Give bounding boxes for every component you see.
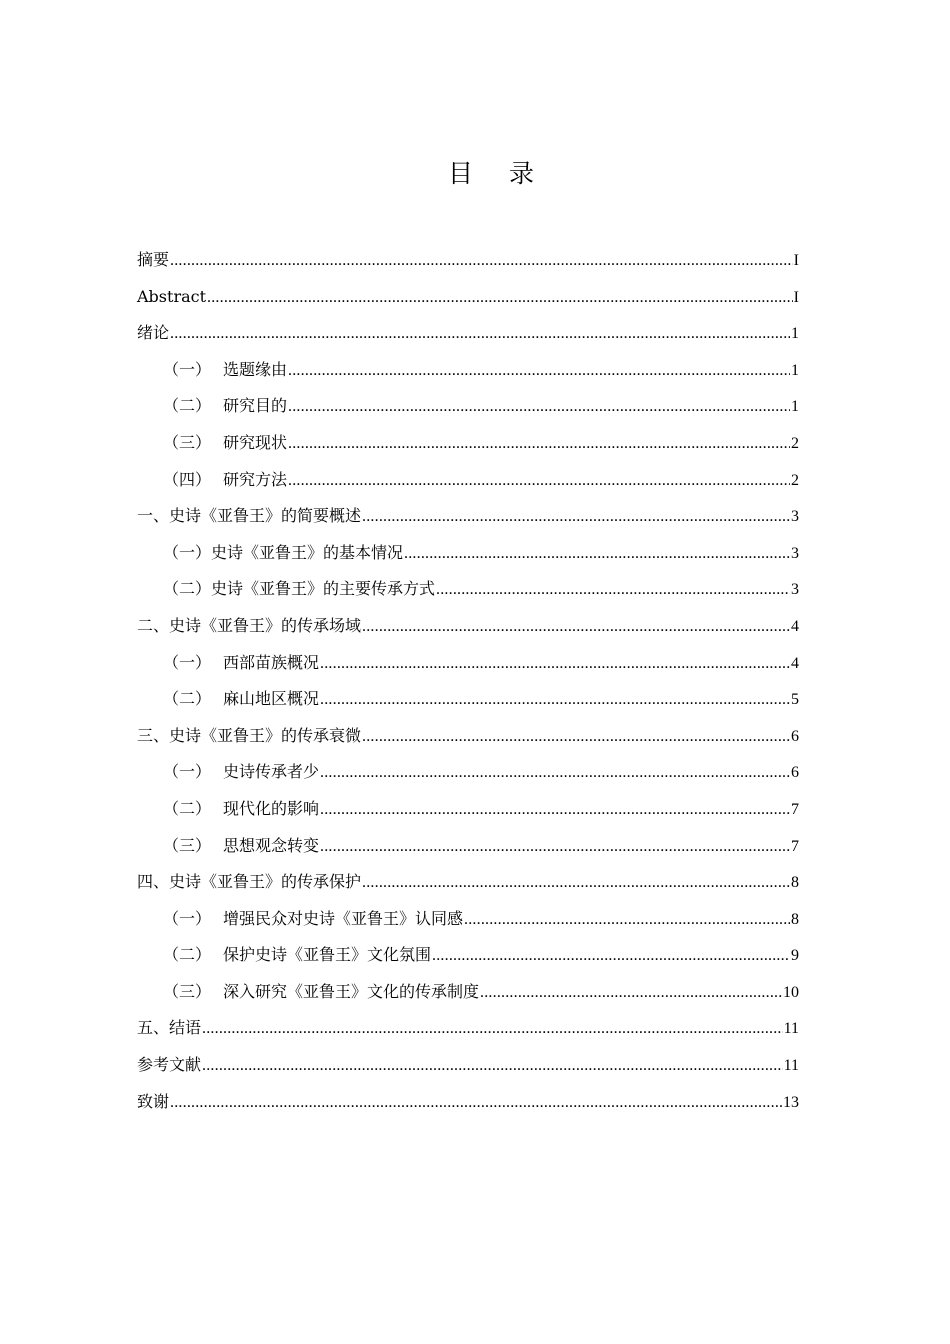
toc-entry-subsection[interactable]	[137, 791, 799, 828]
dot-leader	[170, 243, 793, 280]
toc-entry-subsection[interactable]	[137, 571, 799, 608]
toc-entry-subsection[interactable]	[137, 754, 799, 791]
toc-entry-title: 研究方法	[223, 469, 288, 489]
toc-entry-conclusion[interactable]	[137, 1010, 799, 1047]
toc-entry-subsection[interactable]	[137, 425, 799, 462]
dot-leader	[320, 646, 790, 683]
toc-entry-title: 增强民众对史诗《亚鲁王》认同感	[223, 908, 464, 928]
toc-entry-subsection[interactable]	[137, 352, 799, 389]
toc-entry-marker: （二）	[163, 798, 212, 818]
toc-entry-page: 3	[791, 508, 799, 526]
toc-entry-title: 史诗《亚鲁王》的主要传承方式	[211, 579, 436, 599]
toc-entry-page: 1	[791, 361, 799, 379]
toc-entry-subsection[interactable]	[137, 535, 799, 572]
dot-leader	[170, 316, 790, 353]
toc-entry-marker: （二）	[163, 579, 212, 599]
toc-entry-page: 9	[791, 947, 799, 965]
dot-leader	[202, 1011, 783, 1048]
toc-entry-title: 摘要	[137, 250, 170, 269]
toc-entry-title: Abstract	[137, 286, 207, 306]
toc-entry-page: 6	[791, 764, 799, 782]
dot-leader	[170, 1085, 782, 1122]
toc-entry-title: 四、史诗《亚鲁王》的传承保护	[137, 872, 362, 892]
toc-entry-page: 6	[791, 727, 799, 745]
toc-entry-chapter[interactable]	[137, 718, 799, 755]
toc-entry-marker: （一）	[163, 908, 212, 928]
dot-leader	[320, 682, 790, 719]
toc-entry-page: 3	[791, 581, 799, 599]
toc-entry-introduction[interactable]	[137, 315, 799, 352]
toc-entry-chapter[interactable]	[137, 864, 799, 901]
toc-entry-chapter[interactable]	[137, 608, 799, 645]
dot-leader	[362, 865, 790, 902]
toc-entry-title: 保护史诗《亚鲁王》文化氛围	[223, 945, 432, 965]
toc-entry-marker: （三）	[163, 981, 212, 1001]
dot-leader	[362, 609, 790, 646]
toc-entry-page: 2	[791, 471, 799, 489]
dot-leader	[288, 426, 790, 463]
toc-entry-subsection[interactable]	[137, 901, 799, 938]
toc-list	[137, 242, 799, 1120]
toc-entry-subsection[interactable]	[137, 388, 799, 425]
dot-leader	[436, 572, 790, 609]
dot-leader	[320, 755, 790, 792]
toc-entry-page: 8	[791, 874, 799, 892]
dot-leader	[320, 792, 790, 829]
toc-entry-marker: （二）	[163, 396, 212, 416]
toc-entry-page: 1	[791, 398, 799, 416]
dot-leader	[404, 536, 790, 573]
toc-entry-title: 史诗传承者少	[223, 762, 320, 782]
toc-entry-title: 致谢	[137, 1091, 170, 1111]
toc-entry-marker: （一）	[163, 652, 212, 672]
dot-leader	[202, 1048, 783, 1085]
toc-entry-page: 1	[791, 325, 799, 343]
toc-entry-references[interactable]	[137, 1047, 799, 1084]
toc-entry-page: I	[793, 252, 799, 269]
toc-entry-title: 现代化的影响	[223, 798, 320, 818]
toc-entry-title: 选题缘由	[223, 359, 288, 379]
dot-leader	[362, 499, 790, 536]
toc-entry-page: 2	[791, 434, 799, 452]
toc-title: 目 录	[448, 159, 548, 188]
dot-leader	[288, 463, 790, 500]
toc-entry-page: 10	[783, 983, 799, 1001]
toc-entry-subsection[interactable]	[137, 681, 799, 718]
toc-entry-title: 史诗《亚鲁王》的基本情况	[211, 542, 404, 562]
toc-entry-subsection[interactable]	[137, 937, 799, 974]
toc-entry-page: 4	[791, 654, 799, 672]
toc-entry-title: 二、史诗《亚鲁王》的传承场域	[137, 615, 362, 635]
toc-entry-subsection[interactable]	[137, 462, 799, 499]
toc-entry-title: 研究目的	[223, 396, 288, 416]
toc-entry-marker: （二）	[163, 689, 212, 709]
toc-entry-marker: （一）	[163, 762, 212, 782]
toc-entry-marker: （三）	[163, 432, 212, 452]
dot-leader	[288, 389, 790, 426]
toc-entry-title: 思想观念转变	[223, 835, 320, 855]
toc-entry-page: 11	[783, 1020, 799, 1038]
toc-entry-marker: （一）	[163, 359, 212, 379]
toc-entry-title: 三、史诗《亚鲁王》的传承衰微	[137, 725, 362, 745]
toc-entry-title: 参考文献	[137, 1055, 202, 1075]
toc-entry-page: 7	[791, 837, 799, 855]
toc-entry-page: 3	[791, 544, 799, 562]
toc-entry-title: 一、史诗《亚鲁王》的简要概述	[137, 506, 362, 526]
toc-entry-title: 西部苗族概况	[223, 652, 320, 672]
dot-leader	[464, 902, 790, 939]
dot-leader	[432, 938, 790, 975]
dot-leader	[480, 975, 782, 1012]
dot-leader	[207, 280, 793, 317]
toc-entry-marker: （三）	[163, 835, 212, 855]
toc-entry-page: I	[793, 288, 799, 306]
toc-entry-page: 11	[783, 1057, 799, 1075]
toc-entry-subsection[interactable]	[137, 645, 799, 682]
toc-entry-abstract-cn[interactable]	[137, 242, 799, 279]
toc-entry-marker: （一）	[163, 542, 212, 562]
toc-entry-acknowledgements[interactable]	[137, 1084, 799, 1121]
toc-entry-title: 麻山地区概况	[223, 689, 320, 709]
toc-entry-page: 7	[791, 800, 799, 818]
toc-entry-marker: （二）	[163, 945, 212, 965]
dot-leader	[288, 353, 790, 390]
toc-entry-abstract-en[interactable]	[137, 279, 799, 316]
toc-entry-page: 5	[791, 691, 799, 709]
toc-entry-page: 8	[791, 910, 799, 928]
toc-entry-title: 五、结语	[137, 1018, 202, 1038]
dot-leader	[320, 829, 790, 866]
toc-entry-chapter[interactable]	[137, 498, 799, 535]
dot-leader	[362, 719, 790, 756]
toc-entry-marker: （四）	[163, 469, 212, 489]
toc-entry-title: 研究现状	[223, 432, 288, 452]
toc-entry-page: 4	[791, 617, 799, 635]
toc-entry-title: 深入研究《亚鲁王》文化的传承制度	[223, 981, 480, 1001]
toc-entry-page: 13	[783, 1093, 799, 1111]
toc-entry-subsection[interactable]	[137, 974, 799, 1011]
toc-entry-title: 绪论	[137, 323, 170, 343]
toc-entry-subsection[interactable]	[137, 828, 799, 865]
